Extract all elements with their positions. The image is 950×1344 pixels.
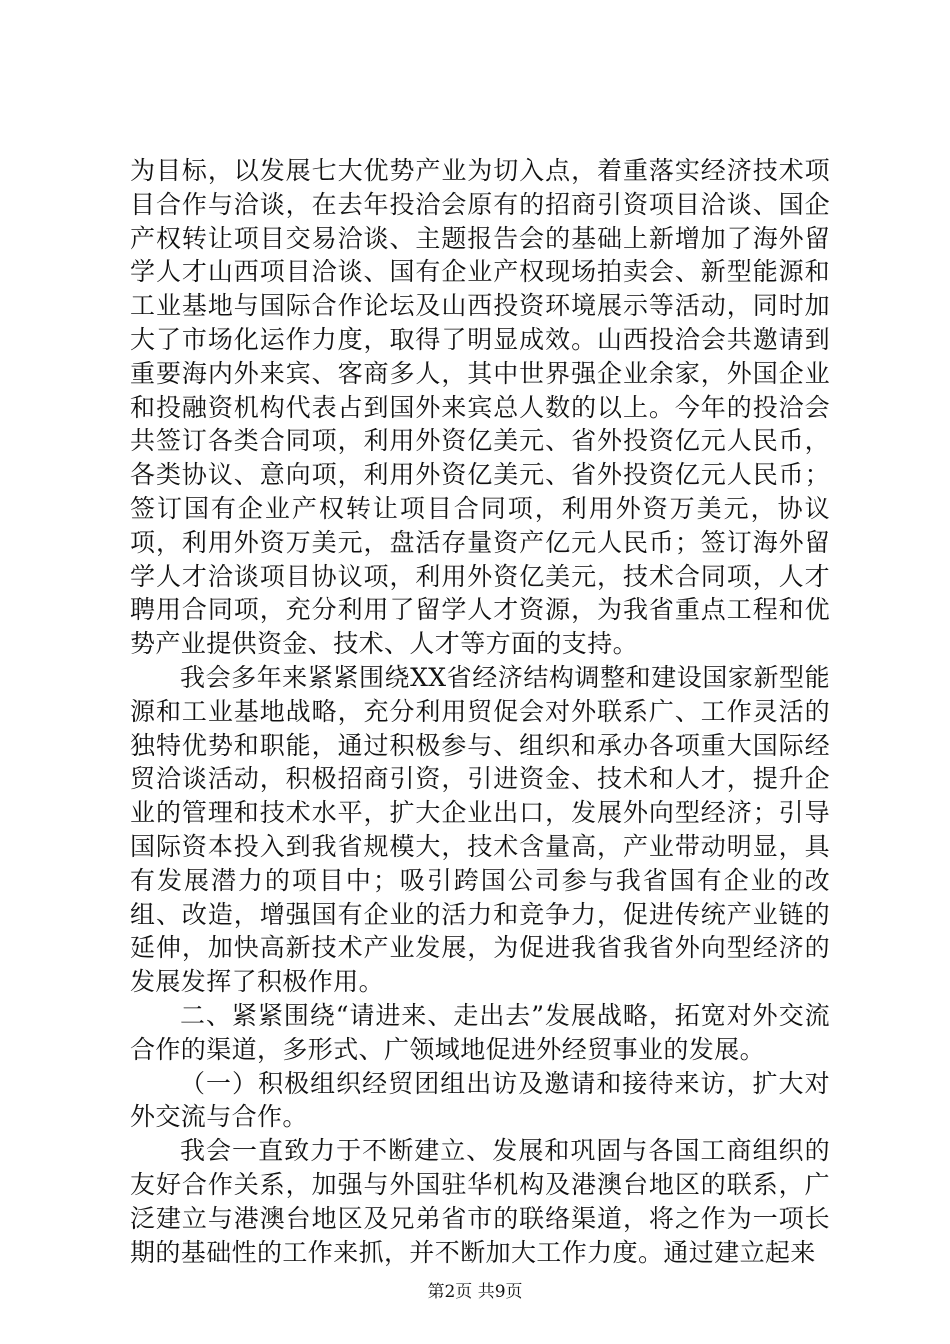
document-body xyxy=(130,154,830,1269)
subsection-heading-delegations: （一）积极组织经贸团组出访及邀请和接待来访，扩大对外交流与合作。 xyxy=(130,1068,830,1132)
paragraph-partnerships: 我会一直致力于不断建立、发展和巩固与各国工商组织的友好合作关系，加强与外国驻华机构及港澳台地区的联系，广泛建立与港澳台地区及兄弟省市的联络渠道，将之作为一项长期的基础性的工作来抓，并不断加大工作力度。通过建立起来 xyxy=(130,1136,830,1267)
section-heading-strategy: 二、紧紧围绕“请进来、走出去”发展战略，拓宽对外交流合作的渠道，多形式、广领域地促进外经贸事业的发展。 xyxy=(130,1000,830,1064)
paragraph-investment-fair-results: 为目标，以发展七大优势产业为切入点，着重落实经济技术项目合作与洽谈，在去年投洽会原有的招商引资项目洽谈、国企产权转让项目交易洽谈、主题报告会的基础上新增加了海外留学人才山西项目洽谈、国有企业产权现场拍卖会、新型能源和工业基地与国际合作论坛及山西投资环境展示等活动，同时加大了市场化运作力度，取得了明显成效。山西投洽会共邀请到重要海内外来宾、客商多人，其中世界强企业余家，外国企业和投融资机构代表占到国外来宾总人数的以上。今年的投洽会共签订各类合同项，利用外资亿美元、省外投资亿元人民币，各类协议、意向项，利用外资亿美元、省外投资亿元人民币；签订国有企业产权转让项目合同项，利用外资万美元，协议项，利用外资万美元，盘活存量资产亿元人民币；签订海外留学人才洽谈项目协议项，利用外资亿美元，技术合同项，人才聘用合同项，充分利用了留学人才资源，为我省重点工程和优势产业提供资金、技术、人才等方面的支持。 xyxy=(130,156,830,659)
paragraph-economic-strategy: 我会多年来紧紧围绕XX省经济结构调整和建设国家新型能源和工业基地战略，充分利用贸促会对外联系广、工作灵活的独特优势和职能，通过积极参与、组织和承办各项重大国际经贸洽谈活动，积极招商引资，引进资金、技术和人才，提升企业的管理和技术水平，扩大企业出口，发展外向型经济；引导国际资本投入到我省规模大，技术含量高，产业带动明显，具有发展潜力的项目中；吸引跨国公司参与我省国有企业的改组、改造，增强国有企业的活力和竞争力，促进传统产业链的延伸，加快高新技术产业发展，为促进我省我省外向型经济的发展发挥了积极作用。 xyxy=(130,662,830,997)
page-number-footer: 第2页 共9页 xyxy=(427,1282,523,1302)
